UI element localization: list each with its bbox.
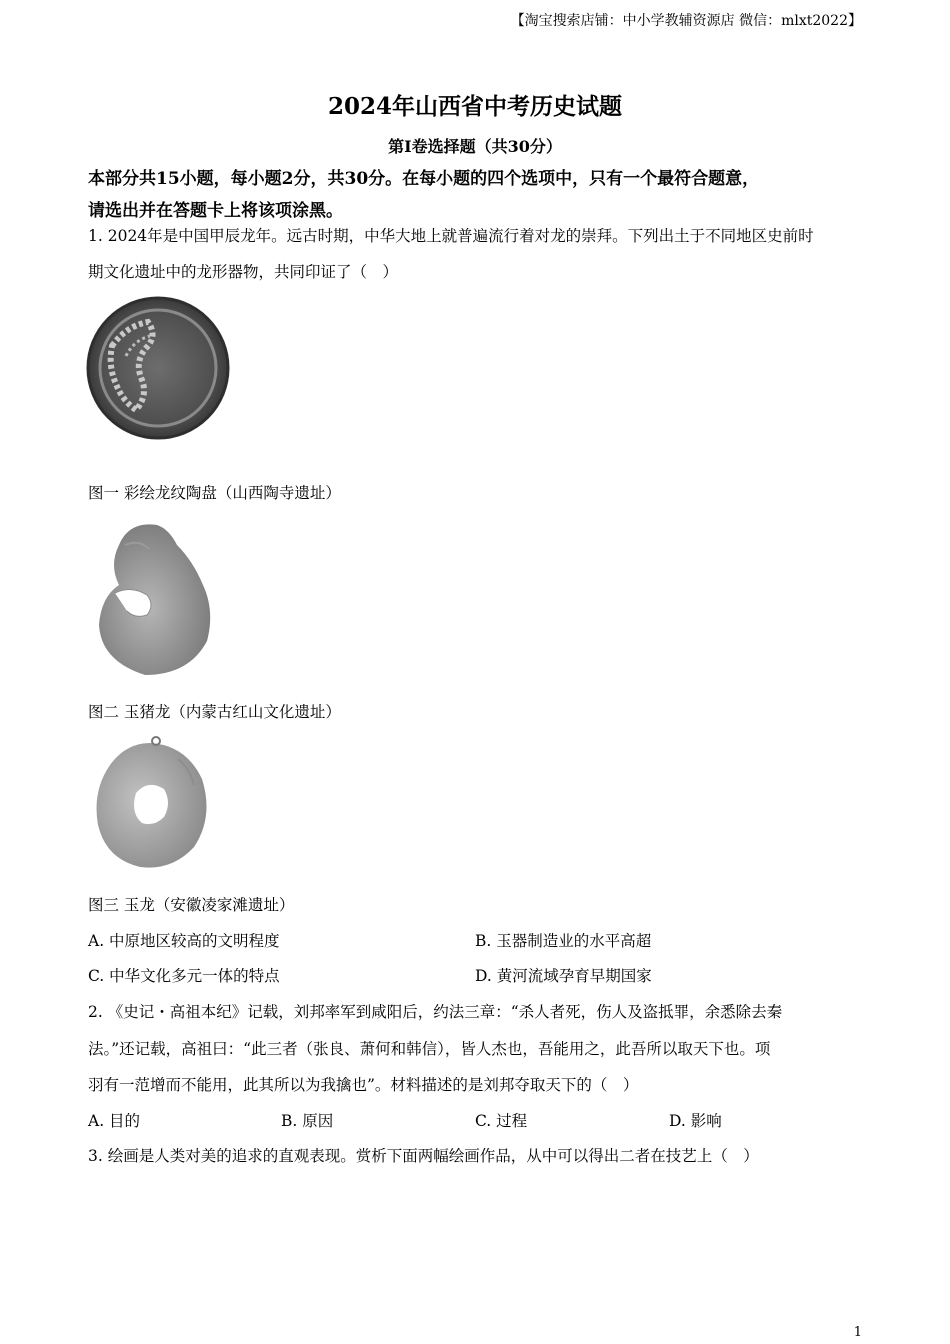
q1-option-a: A. 中原地区较高的文明程度 [88,932,280,950]
q2-option-d: D. 影响 [669,1112,722,1130]
q1-stem-line-1: 1. 2024年是中国甲辰龙年。远古时期，中华大地上就普遍流行着对龙的崇拜。下列出土于不同地区史前时 [88,227,814,245]
figure-1-caption: 图一 彩绘龙纹陶盘（山西陶寺遗址） [88,484,341,502]
q1-option-c: C. 中华文化多元一体的特点 [88,967,280,985]
header-note: 【淘宝搜索店铺：中小学教辅资源店 微信：mlxt2022】 [510,13,862,29]
q1-stem-line-2: 期文化遗址中的龙形器物，共同印证了（ ） [88,263,399,281]
painted-dragon-plate-image [86,296,232,442]
figure-2-caption: 图二 玉猪龙（内蒙古红山文化遗址） [88,703,341,721]
q1-option-d: D. 黄河流域孕育早期国家 [475,967,652,985]
q2-option-b: B. 原因 [281,1112,334,1130]
q2-option-a: A. 目的 [88,1112,141,1130]
q2-stem-line-1: 2. 《史记・高祖本纪》记载，刘邦率军到咸阳后，约法三章：“杀人者死，伤人及盗抵罪，余悉除去秦 [88,1003,783,1021]
section-title: 第I卷选择题（共30分） [388,137,562,156]
page-number: 1 [853,1325,862,1340]
jade-pig-dragon-image [95,515,215,680]
page-title: 2024年山西省中考历史试题 [327,93,622,120]
instructions-line-1: 本部分共15小题，每小题2分，共30分。在每小题的四个选项中，只有一个最符合题意， [88,169,760,189]
jade-dragon-image [90,735,214,875]
instructions-line-2: 请选出并在答题卡上将该项涂黑。 [88,201,343,221]
q1-option-b: B. 玉器制造业的水平高超 [475,932,652,950]
q2-option-c: C. 过程 [475,1112,528,1130]
q2-stem-line-3: 羽有一范增而不能用，此其所以为我擒也”。材料描述的是刘邦夺取天下的（ ） [88,1076,639,1094]
figure-3-caption: 图三 玉龙（安徽凌家滩遗址） [88,896,295,914]
q2-stem-line-2: 法。”还记载，高祖曰：“此三者（张良、萧何和韩信），皆人杰也，吾能用之，此吾所以取天下也。项 [88,1040,771,1058]
q3-stem-line-1: 3. 绘画是人类对美的追求的直观表现。赏析下面两幅绘画作品，从中可以得出二者在技艺上（ ） [88,1147,759,1165]
